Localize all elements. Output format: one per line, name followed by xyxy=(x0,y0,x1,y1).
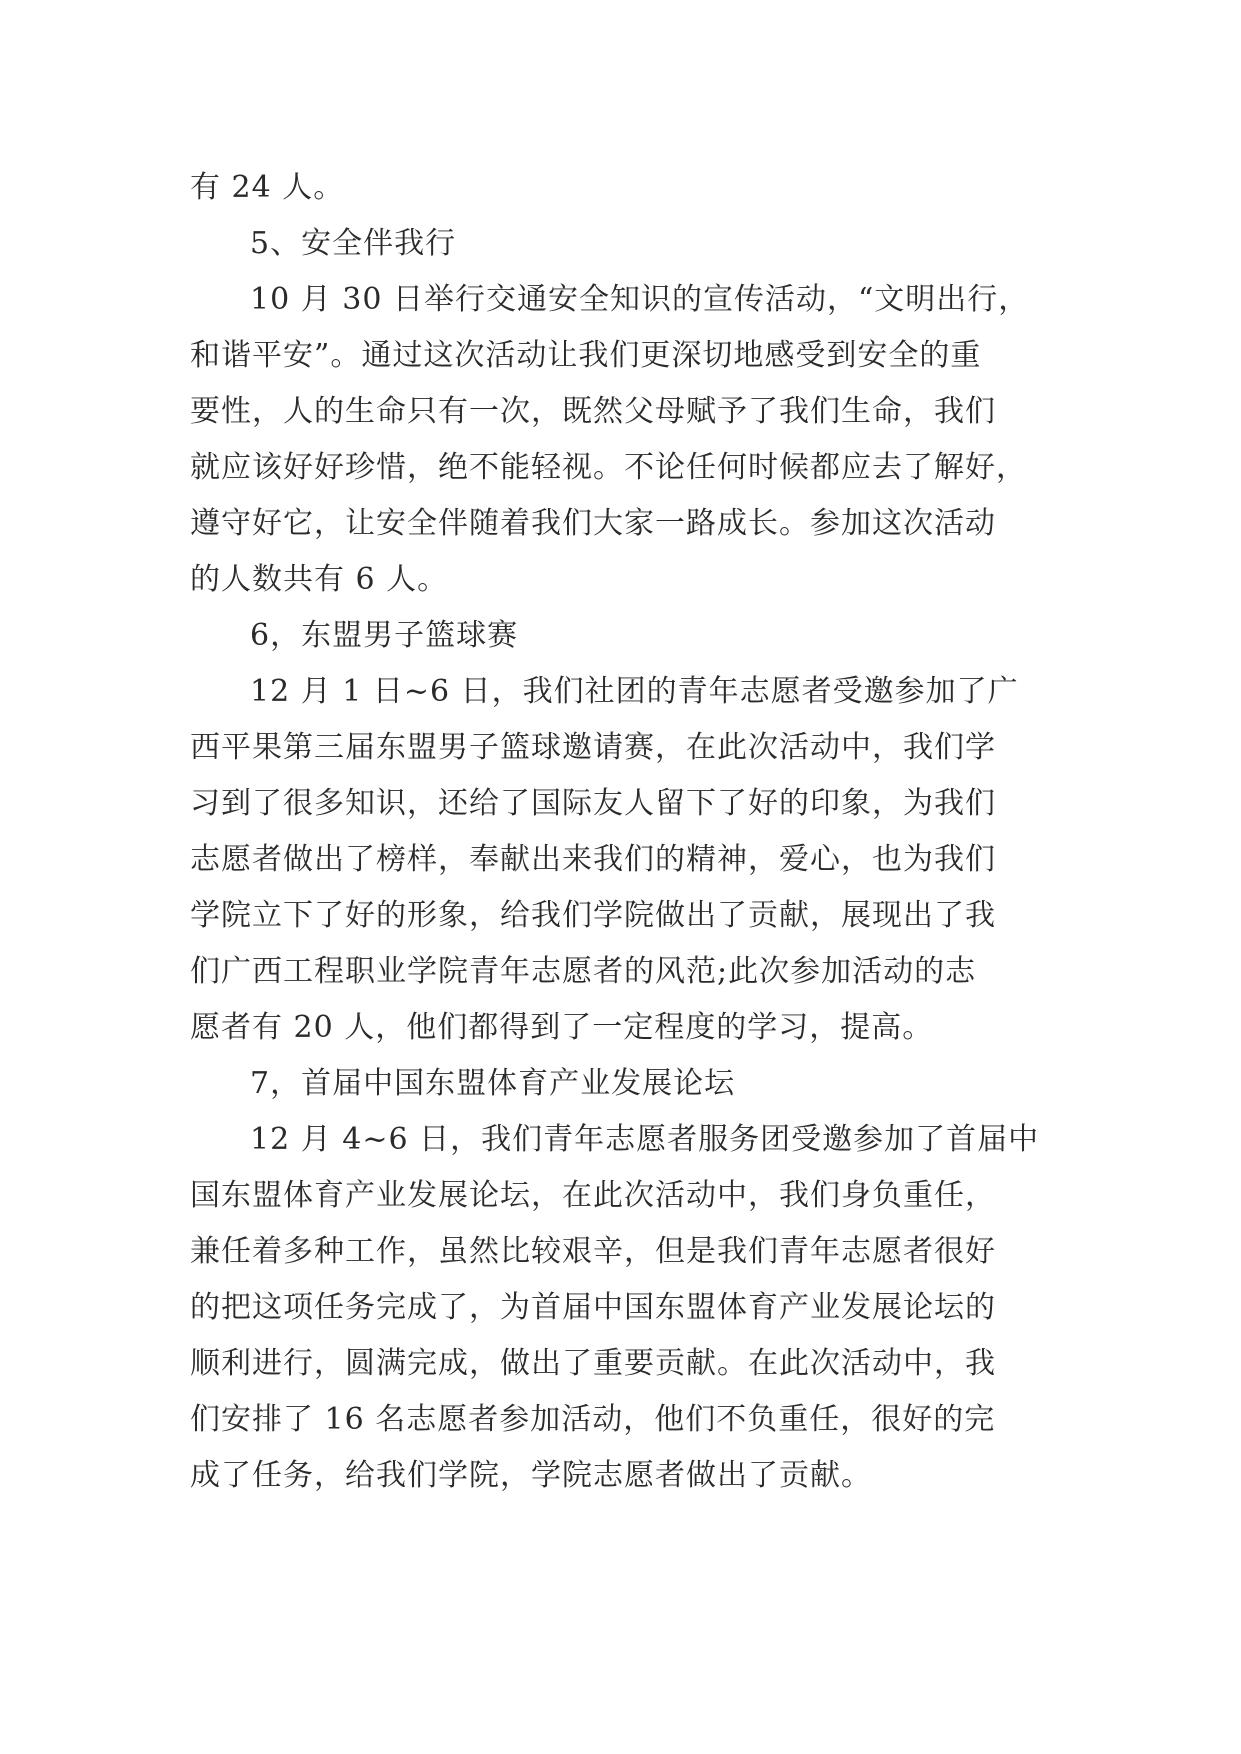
text-line: 兼任着多种工作，虽然比较艰辛，但是我们青年志愿者很好 xyxy=(190,1234,996,1269)
section-heading: 7，首届中国东盟体育产业发展论坛 xyxy=(250,1066,736,1101)
text-line: 顺利进行，圆满完成，做出了重要贡献。在此次活动中，我 xyxy=(190,1346,996,1381)
text-line: 就应该好好珍惜，绝不能轻视。不论任何时候都应去了解好， xyxy=(190,450,1027,485)
document-body xyxy=(190,160,1070,1504)
text-line: 志愿者做出了榜样，奉献出来我们的精神，爱心，也为我们 xyxy=(190,842,996,877)
text-line: 遵守好它，让安全伴随着我们大家一路成长。参加这次活动 xyxy=(190,506,996,541)
text-line: 10 月 30 日举行交通安全知识的宣传活动，“文明出行， xyxy=(250,282,1030,317)
text-line: 有 24 人。 xyxy=(190,170,345,205)
section-heading: 5、安全伴我行 xyxy=(250,226,457,261)
text-line: 的把这项任务完成了，为首届中国东盟体育产业发展论坛的 xyxy=(190,1290,996,1325)
text-line: 习到了很多知识，还给了国际友人留下了好的印象，为我们 xyxy=(190,786,996,821)
text-line: 和谐平安”。通过这次活动让我们更深切地感受到安全的重 xyxy=(190,338,982,373)
text-line: 们广西工程职业学院青年志愿者的风范;此次参加活动的志 xyxy=(190,954,977,989)
text-line: 学院立下了好的形象，给我们学院做出了贡献，展现出了我 xyxy=(190,898,996,933)
text-line: 的人数共有 6 人。 xyxy=(190,562,449,597)
text-line: 们安排了 16 名志愿者参加活动，他们不负重任，很好的完 xyxy=(190,1402,996,1437)
text-line: 国东盟体育产业发展论坛，在此次活动中，我们身负重任， xyxy=(190,1178,996,1213)
text-line: 愿者有 20 人，他们都得到了一定程度的学习，提高。 xyxy=(190,1010,934,1045)
text-line: 12 月 1 日~6 日，我们社团的青年志愿者受邀参加了广 xyxy=(250,674,1019,709)
text-line: 要性，人的生命只有一次，既然父母赋予了我们生命，我们 xyxy=(190,394,996,429)
text-line: 成了任务，给我们学院，学院志愿者做出了贡献。 xyxy=(190,1458,872,1493)
section-heading: 6，东盟男子篮球赛 xyxy=(250,618,519,653)
text-line: 12 月 4~6 日，我们青年志愿者服务团受邀参加了首届中 xyxy=(250,1122,1040,1157)
text-line: 西平果第三届东盟男子篮球邀请赛，在此次活动中，我们学 xyxy=(190,730,996,765)
